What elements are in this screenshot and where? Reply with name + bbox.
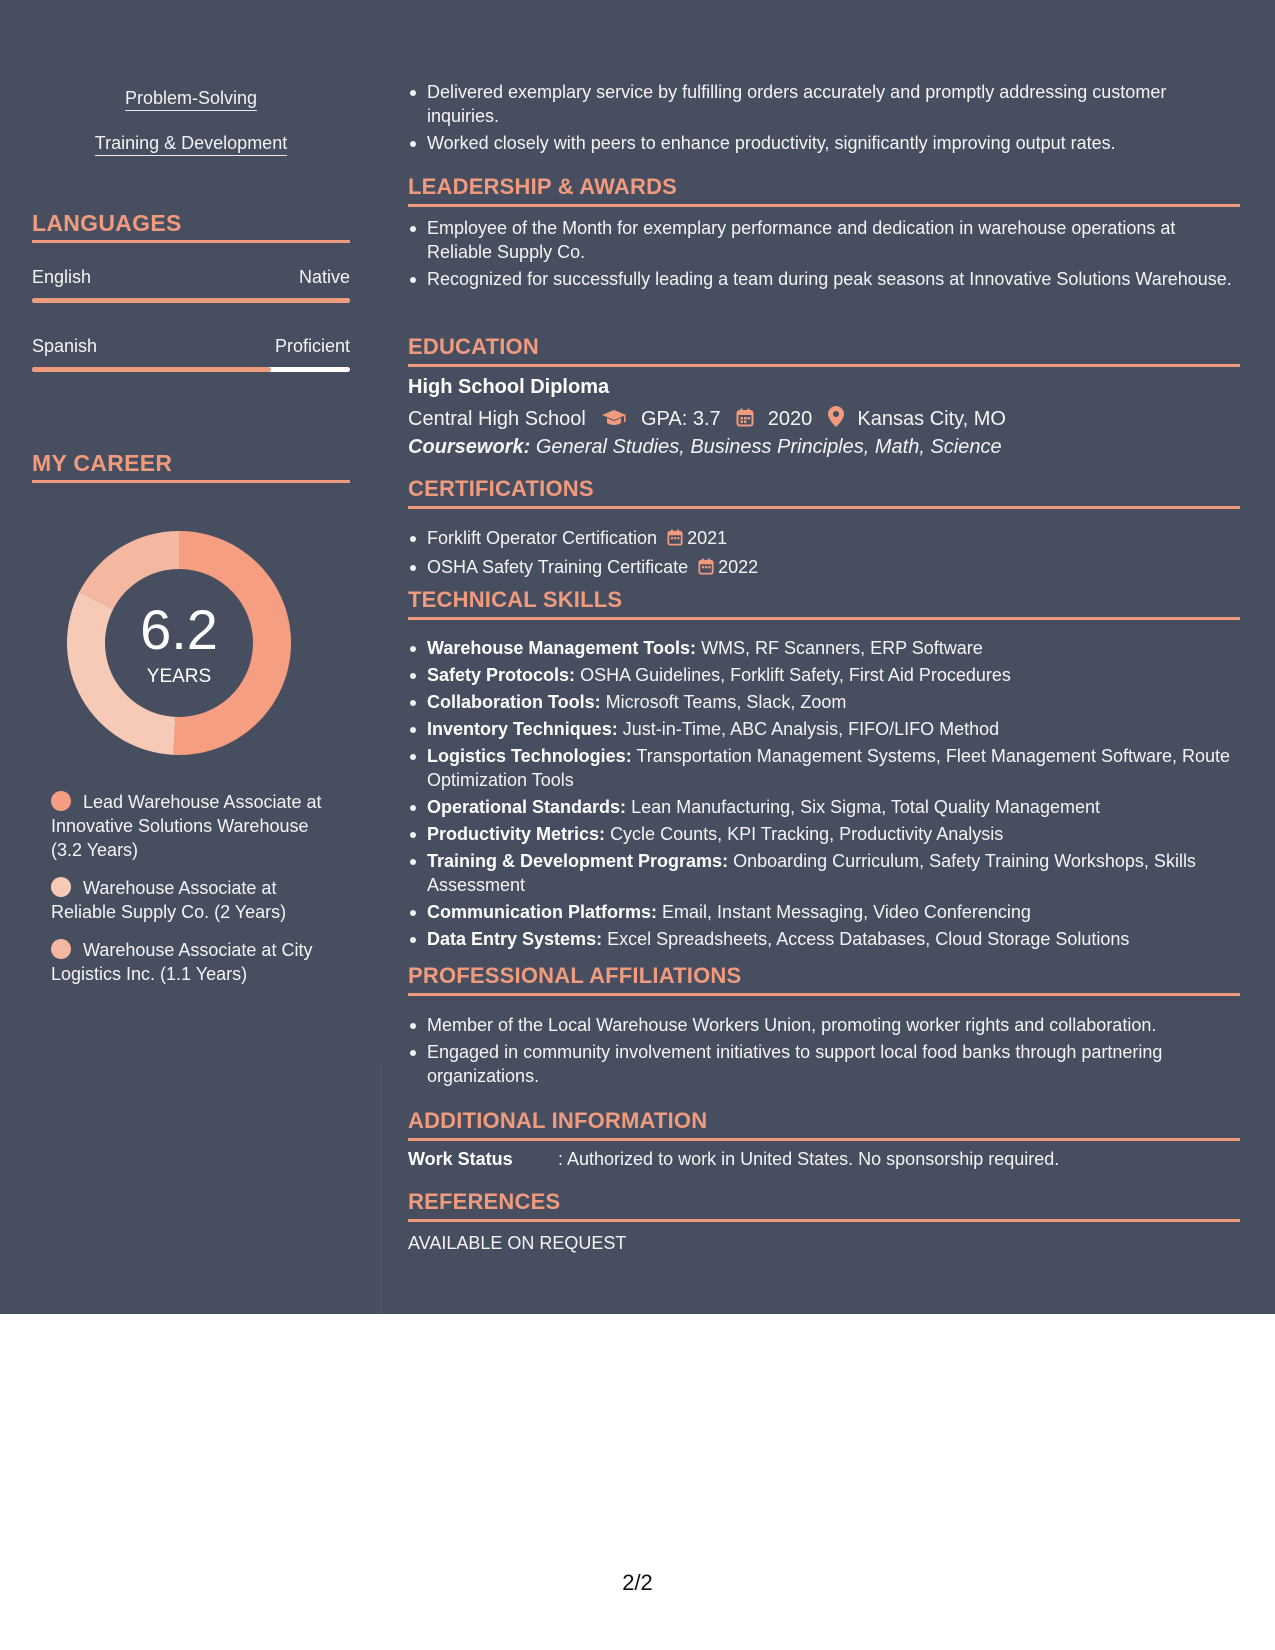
additional-info-heading: ADDITIONAL INFORMATION <box>408 1108 1240 1141</box>
list-item: Inventory Techniques: Just-in-Time, ABC Analysis, FIFO/LIFO Method <box>408 717 1240 741</box>
language-bar <box>32 367 350 372</box>
career-donut-chart <box>66 530 292 756</box>
technical-skills-list <box>408 636 1240 954</box>
work-status-value: : Authorized to work in United States. No sponsorship required. <box>558 1149 1060 1169</box>
affiliations-list <box>408 1013 1240 1091</box>
work-status-row <box>408 1149 1059 1170</box>
education-details <box>408 406 1006 433</box>
list-item: Collaboration Tools: Microsoft Teams, Slack, Zoom <box>408 690 1240 714</box>
list-item: Logistics Technologies: Transportation Management Systems, Fleet Management Software, Route Optimization Tools <box>408 744 1240 792</box>
education-heading: EDUCATION <box>408 334 1240 367</box>
list-item: Engaged in community involvement initiatives to support local food banks through partnering organizations. <box>408 1040 1240 1088</box>
coursework <box>408 436 1002 459</box>
career-heading: MY CAREER <box>32 450 350 483</box>
coursework-label: Coursework: <box>408 436 531 458</box>
graduation-cap-icon <box>601 409 627 433</box>
language-bar-fill <box>32 298 350 303</box>
list-item: Member of the Local Warehouse Workers Union, promoting worker rights and collaboration. <box>408 1013 1240 1037</box>
language-row <box>32 336 350 366</box>
language-bar <box>32 298 350 303</box>
language-level: Proficient <box>274 336 350 356</box>
list-item: Safety Protocols: OSHA Guidelines, Forklift Safety, First Aid Procedures <box>408 663 1240 687</box>
list-item: Communication Platforms: Email, Instant Messaging, Video Conferencing <box>408 900 1240 924</box>
legend-dot <box>51 791 71 811</box>
list-item: Productivity Metrics: Cycle Counts, KPI Tracking, Productivity Analysis <box>408 822 1240 846</box>
legend-dot <box>51 939 71 959</box>
list-item: Recognized for successfully leading a team during peak seasons at Innovative Solutions Warehouse. <box>408 267 1240 291</box>
work-status-label: Work Status <box>408 1149 513 1169</box>
certification-name: OSHA Safety Training Certificate <box>427 557 689 577</box>
gpa: GPA: 3.7 <box>641 408 721 430</box>
affiliations-heading: PROFESSIONAL AFFILIATIONS <box>408 963 1240 996</box>
career-legend-item: Lead Warehouse Associate at Innovative Solutions Warehouse (3.2 Years) <box>51 792 322 860</box>
certification-year: 2022 <box>718 557 759 577</box>
leadership-list <box>408 216 1240 294</box>
language-name: English <box>32 267 92 287</box>
list-item: Delivered exemplary service by fulfilling orders accurately and promptly addressing customer inquiries. <box>408 80 1240 128</box>
technical-skills-heading: TECHNICAL SKILLS <box>408 587 1240 620</box>
calendar-icon <box>667 528 683 552</box>
legend-dot <box>51 877 71 897</box>
column-divider <box>381 1060 382 1314</box>
page-number: 2/2 <box>622 1570 653 1595</box>
list-item: Worked closely with peers to enhance productivity, significantly improving output rates. <box>408 131 1240 155</box>
language-level: Native <box>298 267 350 287</box>
calendar-icon <box>736 408 754 433</box>
list-item: Employee of the Month for exemplary performance and dedication in warehouse operations at Reliable Supply Co. <box>408 216 1240 264</box>
references-text: AVAILABLE ON REQUEST <box>408 1233 627 1253</box>
list-item: Training & Development Programs: Onboarding Curriculum, Safety Training Workshops, Skills Assessment <box>408 849 1240 897</box>
languages-heading: LANGUAGES <box>32 210 350 243</box>
language-name: Spanish <box>32 336 98 356</box>
graduation-year: 2020 <box>767 408 813 430</box>
degree-title: High School Diploma <box>408 376 610 398</box>
language-row <box>32 267 350 297</box>
references-heading: REFERENCES <box>408 1189 1240 1222</box>
certification-name: Forklift Operator Certification <box>427 528 658 548</box>
language-bar-fill <box>32 367 271 372</box>
skill-item: Training & Development <box>32 133 350 156</box>
experience-bullets <box>408 80 1240 158</box>
certifications-list <box>408 526 1240 584</box>
location-pin-icon <box>828 406 844 433</box>
career-legend-item: Warehouse Associate at Reliable Supply Co. (2 Years) <box>51 878 287 922</box>
career-total-unit: YEARS <box>146 666 212 687</box>
career-total-number: 6.2 <box>140 598 218 661</box>
career-legend-item: Warehouse Associate at City Logistics Inc. (1.1 Years) <box>51 940 313 984</box>
calendar-icon <box>698 557 714 581</box>
skill-item: Problem-Solving <box>32 88 350 111</box>
list-item: Data Entry Systems: Excel Spreadsheets, Access Databases, Cloud Storage Solutions <box>408 927 1240 951</box>
certification-year: 2021 <box>687 528 728 548</box>
list-item <box>408 555 1240 581</box>
school-name: Central High School <box>408 408 586 430</box>
school-location: Kansas City, MO <box>857 408 1006 430</box>
list-item: Warehouse Management Tools: WMS, RF Scanners, ERP Software <box>408 636 1240 660</box>
list-item: Operational Standards: Lean Manufacturing, Six Sigma, Total Quality Management <box>408 795 1240 819</box>
donut-center <box>66 530 292 756</box>
leadership-heading: LEADERSHIP & AWARDS <box>408 174 1240 207</box>
certifications-heading: CERTIFICATIONS <box>408 476 1240 509</box>
list-item <box>408 526 1240 552</box>
coursework-list: General Studies, Business Principles, Math, Science <box>535 436 1002 458</box>
